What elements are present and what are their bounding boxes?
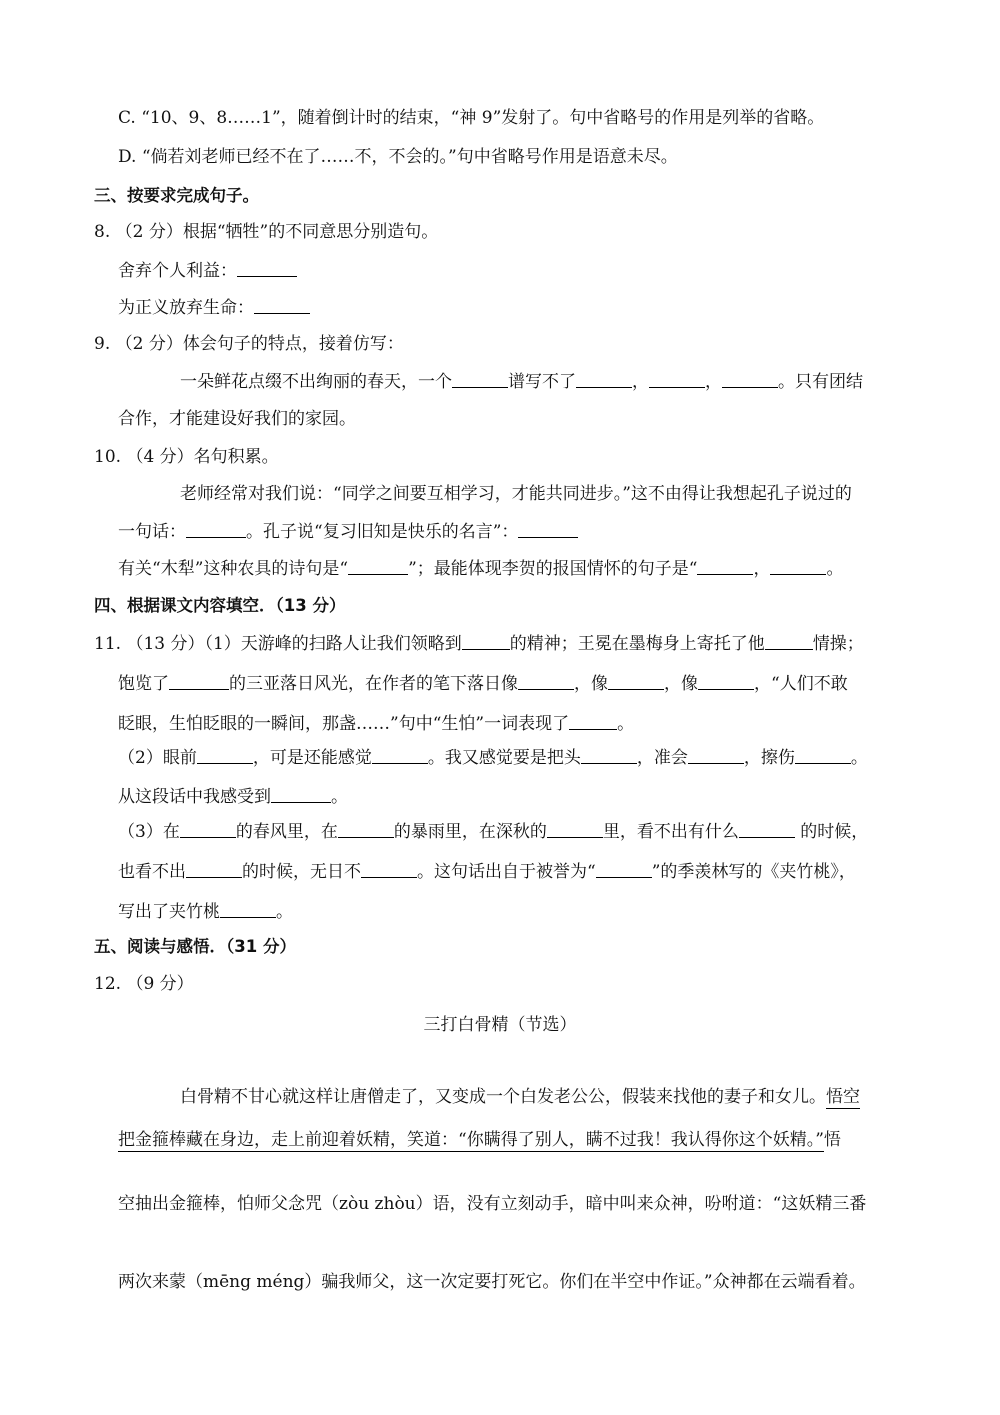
- q11-text: 。: [617, 714, 635, 734]
- section-heading-5: 五、阅读与感悟．（31 分）: [94, 937, 296, 956]
- answer-blank[interactable]: [739, 821, 795, 838]
- answer-blank[interactable]: [197, 747, 253, 764]
- q11-text: 里，看不出有什么: [602, 822, 739, 842]
- option-d: D. “倘若刘老师已经不在了……不，不会的。”句中省略号作用是语意未尽。: [118, 147, 678, 167]
- answer-blank[interactable]: [169, 673, 229, 690]
- question-10-line-1: 老师经常对我们说：“同学之间要互相学习，才能共同进步。”这不由得让我想起孔子说过的: [180, 484, 852, 504]
- question-11-line-3: [118, 712, 634, 736]
- passage-line-4: 两次来蒙（mēng méng）骗我师父，这一次定要打死它。你们在半空中作证。”众神都在云端看着。: [118, 1272, 866, 1292]
- answer-blank[interactable]: [338, 821, 394, 838]
- question-10-stem: 10. （4 分）名句积累。: [94, 447, 279, 467]
- question-11-line-7: [118, 860, 856, 884]
- question-10-line-3: [118, 557, 843, 581]
- answer-blank[interactable]: [698, 673, 754, 690]
- q11-text: ”的季羡林写的《夹竹桃》，: [651, 862, 856, 882]
- q11-text: 。: [276, 902, 293, 922]
- answer-blank[interactable]: [518, 673, 574, 690]
- answer-blank[interactable]: [348, 558, 408, 575]
- q11-text: 从这段话中我感受到: [118, 787, 271, 807]
- q11-text: 也看不出: [118, 862, 186, 882]
- question-11-line-8: [118, 900, 293, 924]
- answer-blank[interactable]: [795, 747, 851, 764]
- answer-blank[interactable]: [688, 747, 744, 764]
- passage-line-2: [118, 1128, 841, 1152]
- q11-text: 11. （13 分）（1）天游峰的扫路人让我们领略到: [94, 634, 462, 654]
- passage-title: 三打白骨精（节选）: [423, 1015, 577, 1035]
- answer-blank[interactable]: [765, 633, 813, 650]
- passage-text: 白骨精不甘心就这样让唐僧走了，又变成一个白发老公公，假装来找他的妻子和女儿。: [180, 1087, 826, 1107]
- q10-text: 一句话：: [118, 522, 186, 542]
- q11-text: 。这句话出自于被誉为“: [417, 862, 596, 882]
- q11-text: ，“人们不敢: [754, 674, 848, 694]
- underlined-sentence: 把金箍棒藏在身边，走上前迎着妖精，笑道：“你瞒得了别人，瞒不过我！我认得你这个妖精。”: [118, 1130, 824, 1150]
- q8-prompt-b: 为正义放弃生命：: [118, 298, 254, 318]
- q11-text: ，像: [664, 674, 698, 694]
- q11-text: ，准会: [636, 748, 688, 768]
- answer-blank[interactable]: [186, 861, 242, 878]
- option-c: C. “10、9、8……1”，随着倒计时的结束，“神 9”发射了。句中省略号的作用是列举的省略。: [118, 108, 825, 128]
- q11-text: ，擦伤: [743, 748, 795, 768]
- answer-blank[interactable]: [180, 821, 236, 838]
- q11-text: 的暴雨里，在深秋的: [393, 822, 547, 842]
- q11-text: 。: [850, 748, 868, 768]
- q11-text: ，像: [574, 674, 608, 694]
- answer-blank[interactable]: [254, 297, 310, 314]
- question-9-stem: 9. （2 分）体会句子的特点，接着仿写：: [94, 334, 404, 354]
- answer-blank[interactable]: [237, 260, 297, 277]
- answer-blank[interactable]: [569, 713, 617, 730]
- q10-sep: ，: [753, 559, 771, 579]
- answer-blank[interactable]: [608, 673, 664, 690]
- question-11-line-5: [118, 785, 348, 809]
- q10-text: 。孔子说“复习旧知是快乐的名言”：: [246, 522, 519, 542]
- q11-text: 。我又感觉要是把头: [427, 748, 581, 768]
- passage-line-1: [180, 1085, 860, 1109]
- q9-sep: ，: [632, 372, 649, 392]
- section-heading-3: 三、按要求完成句子。: [94, 186, 259, 205]
- answer-blank[interactable]: [518, 521, 578, 538]
- question-11-line-6: [118, 820, 868, 844]
- answer-blank[interactable]: [220, 901, 276, 918]
- q11-text: 眨眼，生怕眨眼的一瞬间，那盏……”句中“生怕”一词表现了: [118, 714, 570, 734]
- q11-text: 的春风里，在: [235, 822, 338, 842]
- q11-text: 的精神；王冕在墨梅身上寄托了他: [509, 634, 765, 654]
- answer-blank[interactable]: [596, 861, 652, 878]
- question-11-line-1: [94, 632, 864, 656]
- q10-end: 。: [826, 559, 844, 579]
- question-8-stem: 8. （2 分）根据“牺牲”的不同意思分别造句。: [94, 222, 439, 242]
- question-9-line-1: [180, 370, 863, 394]
- question-11-line-4: [118, 746, 868, 770]
- answer-blank[interactable]: [770, 558, 826, 575]
- q9-text: 谱写不了: [508, 372, 576, 392]
- answer-blank[interactable]: [722, 371, 778, 388]
- question-9-line-2: 合作，才能建设好我们的家园。: [118, 409, 356, 429]
- section-heading-4: 四、根据课文内容填空．（13 分）: [94, 596, 346, 615]
- q11-text: ，可是还能感觉: [252, 748, 372, 768]
- answer-blank[interactable]: [271, 786, 331, 803]
- q9-text: 一朵鲜花点缀不出绚丽的春天，一个: [180, 372, 452, 392]
- question-11-line-2: [118, 672, 848, 696]
- q10-text: ”；最能体现李贺的报国情怀的句子是“: [408, 559, 698, 579]
- q9-sep: ，: [705, 372, 722, 392]
- q11-text: 情操；: [812, 634, 864, 654]
- answer-blank[interactable]: [361, 861, 417, 878]
- passage-text: 悟: [823, 1130, 841, 1150]
- answer-blank[interactable]: [581, 747, 637, 764]
- answer-blank[interactable]: [452, 371, 508, 388]
- answer-blank[interactable]: [186, 521, 246, 538]
- answer-blank[interactable]: [576, 371, 632, 388]
- question-8-line-b: [118, 296, 310, 320]
- answer-blank[interactable]: [697, 558, 753, 575]
- q11-text: （2）眼前: [118, 748, 197, 768]
- question-10-line-2: [118, 520, 578, 544]
- answer-blank[interactable]: [547, 821, 603, 838]
- answer-blank[interactable]: [649, 371, 705, 388]
- q11-text: 饱览了: [118, 674, 169, 694]
- q8-prompt-a: 舍弃个人利益：: [118, 261, 237, 281]
- question-12-stem: 12. （9 分）: [94, 974, 194, 994]
- q11-text: （3）在: [118, 822, 180, 842]
- q11-text: 写出了夹竹桃: [118, 902, 220, 922]
- q11-text: 的时候，无日不: [242, 862, 361, 882]
- passage-line-3: 空抽出金箍棒，怕师父念咒（zòu zhòu）语，没有立刻动手，暗中叫来众神，吩咐道：“这妖精三番: [118, 1194, 867, 1214]
- question-8-line-a: [118, 259, 297, 283]
- q11-text: 。: [331, 787, 348, 807]
- q11-text: 的时候，: [794, 822, 869, 842]
- q10-text: 有关“木犁”这种农具的诗句是“: [118, 559, 349, 579]
- q9-text: 。只有团结: [778, 372, 863, 392]
- answer-blank[interactable]: [372, 747, 428, 764]
- underlined-sentence: 悟空: [826, 1087, 860, 1107]
- answer-blank[interactable]: [462, 633, 510, 650]
- q11-text: 的三亚落日风光，在作者的笔下落日像: [229, 674, 518, 694]
